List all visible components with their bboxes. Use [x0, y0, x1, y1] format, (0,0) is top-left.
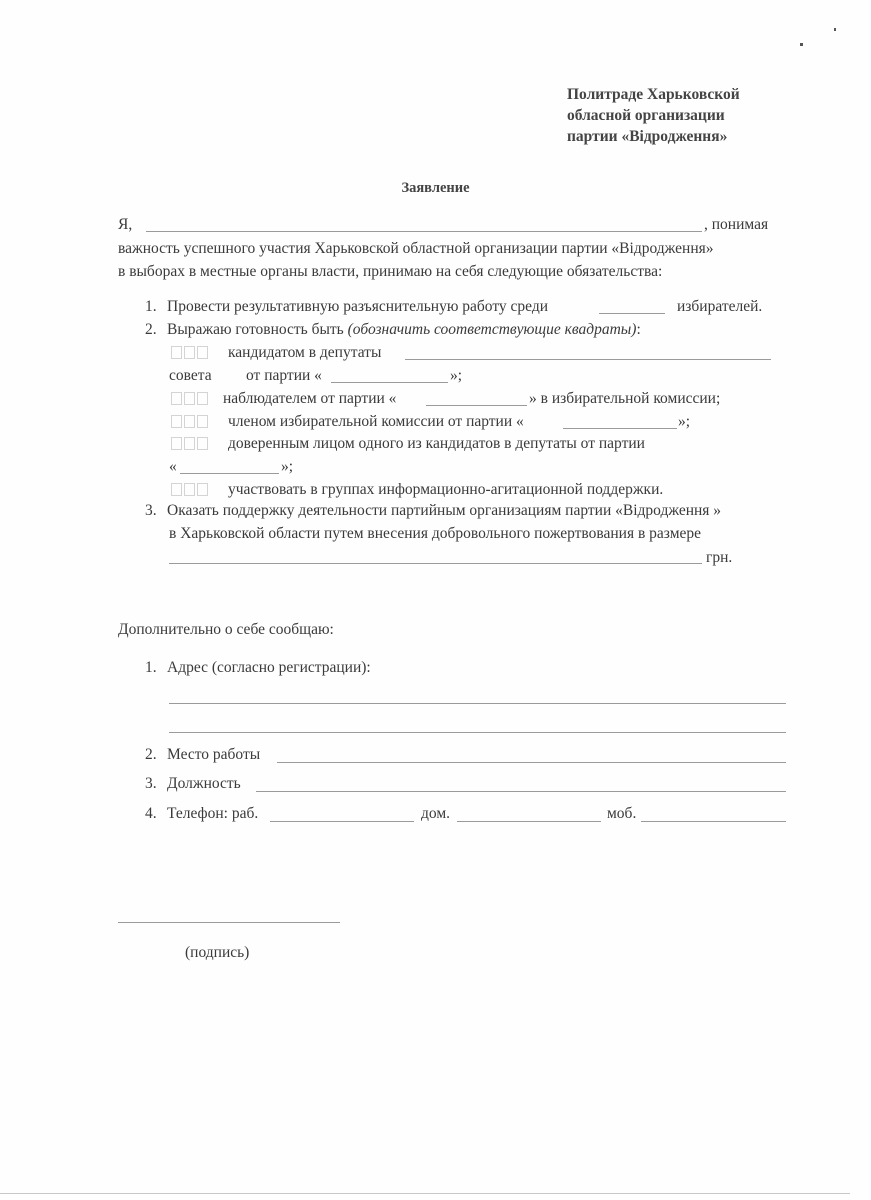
- phone-work-label: Телефон: раб.: [167, 805, 259, 822]
- observer-party-field[interactable]: [426, 405, 527, 406]
- trusted-party-field[interactable]: [180, 473, 279, 474]
- additional-heading: Дополнительно о себе сообщаю:: [118, 621, 334, 638]
- obligation-2-text: Выражаю готовность быть: [167, 321, 344, 338]
- option-candidate-close: »;: [450, 367, 463, 384]
- intro-prefix: Я,: [118, 216, 133, 233]
- signature-field[interactable]: [118, 922, 340, 923]
- obligation-1-text: Провести результативную разъяснительную работу среди: [167, 298, 549, 315]
- work-field[interactable]: [277, 762, 786, 763]
- option-member-label: членом избирательной комиссии от партии «: [228, 413, 524, 430]
- phone-work-field[interactable]: [270, 821, 414, 822]
- intro-suffix: , понимая: [704, 216, 769, 233]
- option-council-label: совета: [169, 367, 212, 384]
- option-observer-label: наблюдателем от партии «: [223, 390, 397, 407]
- phone-mobile-label: моб.: [607, 805, 637, 822]
- phone-item: [145, 806, 258, 822]
- signature-caption: (подпись): [185, 944, 250, 961]
- checkbox-commission-member[interactable]: [171, 414, 210, 432]
- obligation-3-line-1: Оказать поддержку деятельности партийным организациям партии «Відродження »: [167, 502, 722, 519]
- phone-home-field[interactable]: [457, 821, 601, 822]
- addressee-line-3: партии «Відродження»: [567, 128, 728, 145]
- option-candidate-label: кандидатом в депутаты: [228, 344, 382, 361]
- obligation-1-number: 1.: [145, 298, 157, 315]
- address-number: 1.: [145, 659, 157, 676]
- addressee-line-1: Политраде Харьковской: [567, 86, 740, 103]
- obligation-3-number: 3.: [145, 502, 157, 519]
- document-title: Заявление: [401, 180, 470, 196]
- work-number: 2.: [145, 746, 157, 763]
- donation-amount-field[interactable]: [169, 563, 702, 564]
- candidate-party-field[interactable]: [331, 382, 448, 383]
- position-label: Должность: [167, 775, 241, 792]
- option-from-party-label: от партии «: [246, 367, 322, 384]
- obligation-1: [145, 299, 548, 315]
- member-party-field[interactable]: [563, 428, 677, 429]
- checkbox-support-group[interactable]: [171, 482, 210, 500]
- checkbox-candidate[interactable]: [171, 345, 210, 363]
- obligation-2: [145, 322, 641, 338]
- option-trusted-close: »;: [281, 458, 294, 475]
- scan-speck: [834, 28, 836, 31]
- phone-mobile-field[interactable]: [641, 821, 786, 822]
- obligation-2-colon: :: [636, 321, 641, 338]
- work-label: Место работы: [167, 746, 261, 763]
- obligation-1-suffix: избирателей.: [677, 298, 763, 315]
- address-field-line-1[interactable]: [169, 703, 786, 704]
- addressee-line-2: обласной организации: [567, 107, 725, 124]
- address-label: Адрес (согласно регистрации):: [167, 659, 371, 676]
- position-field[interactable]: [256, 791, 786, 792]
- work-item: [145, 747, 260, 763]
- obligation-3-line-2: в Харьковской области путем внесения добровольного пожертвования в размере: [169, 525, 702, 542]
- option-trusted-label: доверенным лицом одного из кандидатов в депутаты от партии: [228, 435, 645, 452]
- option-member-close: »;: [678, 413, 691, 430]
- address-field-line-2[interactable]: [169, 732, 786, 733]
- option-observer-suffix: » в избирательной комиссии;: [529, 390, 721, 407]
- address-item: [145, 660, 371, 676]
- voters-count-field[interactable]: [599, 313, 665, 314]
- intro-line-3: в выборах в местные органы власти, принимаю на себя следующие обязательства:: [118, 263, 663, 280]
- obligation-3: [145, 503, 721, 519]
- obligation-2-number: 2.: [145, 321, 157, 338]
- option-trusted-open: «: [169, 458, 177, 475]
- scan-speck: [800, 43, 803, 46]
- position-number: 3.: [145, 775, 157, 792]
- phone-number: 4.: [145, 805, 157, 822]
- obligation-2-hint: (обозначить соответствующие квадраты): [347, 321, 637, 338]
- phone-home-label: дом.: [421, 805, 451, 822]
- currency-label: грн.: [706, 549, 733, 566]
- checkbox-trusted-person[interactable]: [171, 436, 210, 454]
- council-name-field[interactable]: [405, 359, 771, 360]
- option-support-label: участвовать в группах информационно-агитационной поддержки.: [228, 481, 664, 498]
- checkbox-observer[interactable]: [171, 391, 210, 409]
- intro-line-2: важность успешного участия Харьковской областной организации партии «Відродження»: [118, 240, 714, 257]
- addressee-block: [567, 84, 740, 147]
- position-item: [145, 776, 241, 792]
- name-field[interactable]: [146, 231, 702, 232]
- scan-bottom-edge: [0, 1193, 850, 1194]
